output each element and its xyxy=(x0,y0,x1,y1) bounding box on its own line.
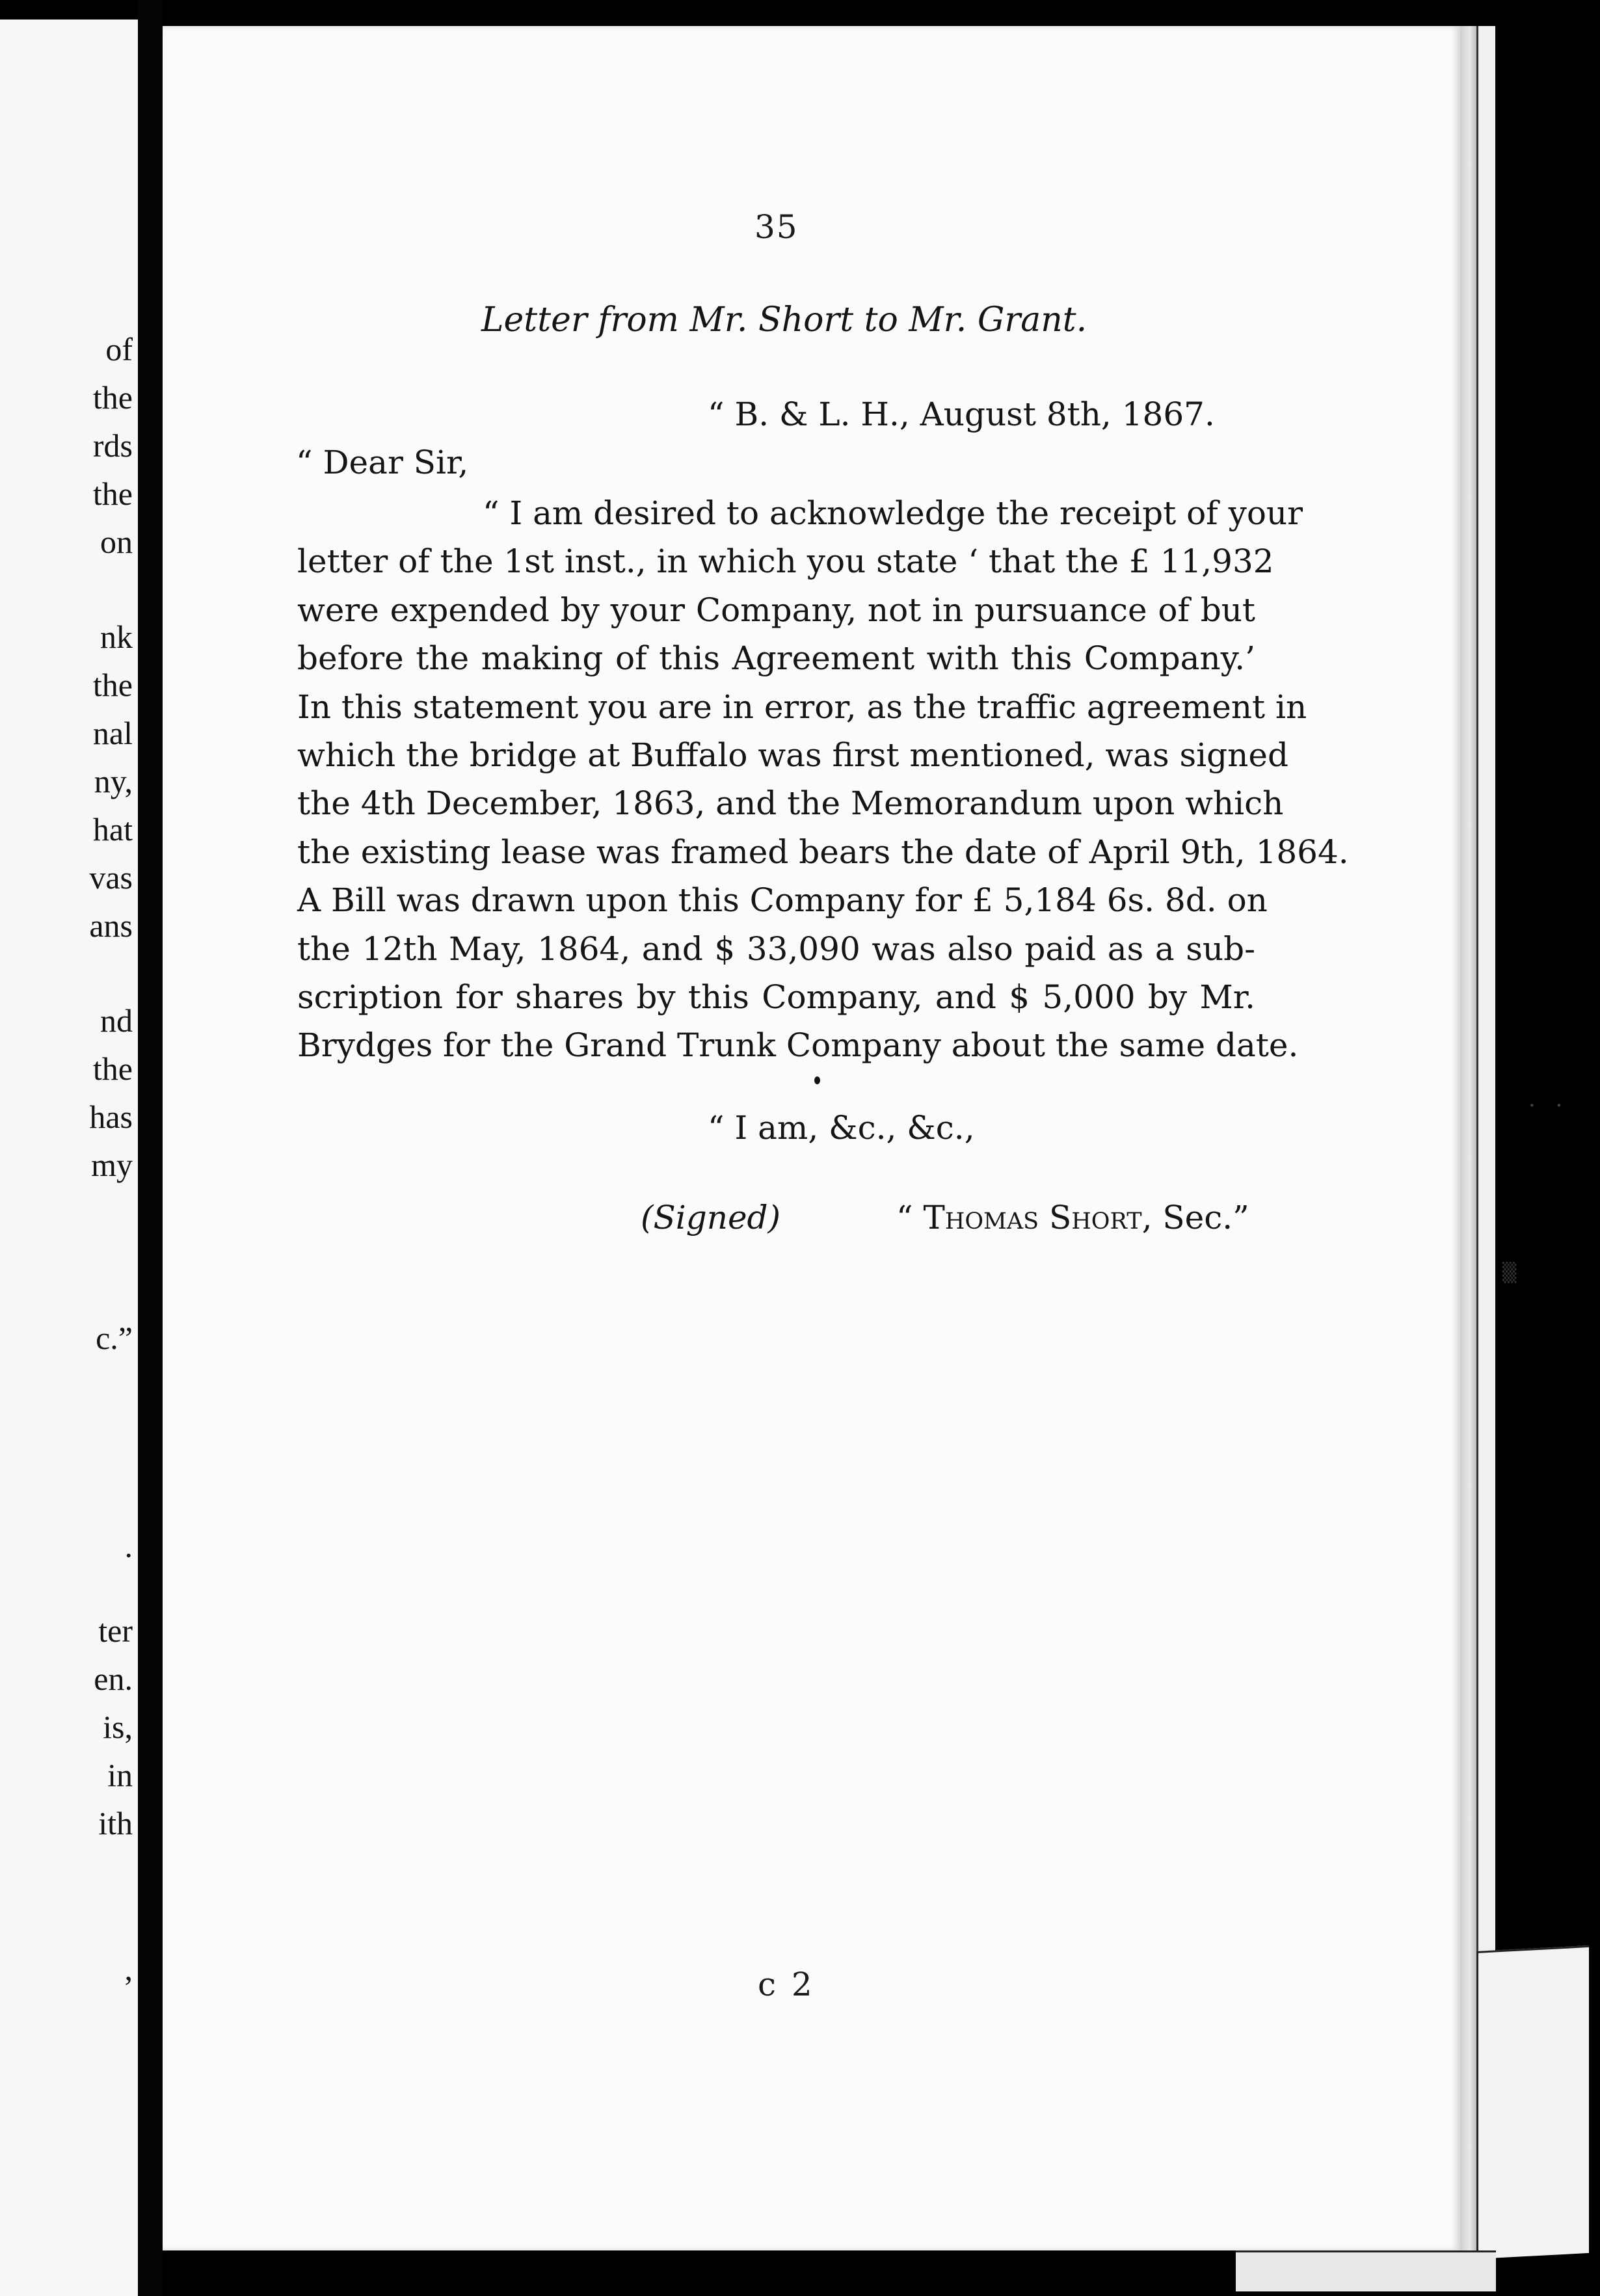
left-fragment: in xyxy=(107,1757,133,1793)
signature-mark: c 2 xyxy=(758,1966,815,2003)
facing-page-left xyxy=(0,20,138,2296)
letter-dateline: “ B. & L. H., August 8th, 1867. xyxy=(708,395,1215,433)
body-line: were expended by your Company, not in pursuance of but xyxy=(297,591,1255,629)
body-line: the existing lease was framed bears the date of April 9th, 1864. xyxy=(297,833,1349,871)
left-fragment: the xyxy=(92,475,133,512)
letter-salutation: “ Dear Sir, xyxy=(296,444,469,481)
letter-title: Letter from Mr. Short to Mr. Grant. xyxy=(481,300,1087,340)
left-fragment: c.” xyxy=(96,1320,133,1356)
book-gutter xyxy=(138,0,163,2296)
left-fragment: of xyxy=(105,331,133,367)
body-line: A Bill was drawn upon this Company for £ 5,184 6s. 8d. on xyxy=(297,881,1268,920)
left-fragment: on xyxy=(100,524,133,560)
body-line: letter of the 1st inst., in which you state ‘ that the £ 11,932 xyxy=(297,542,1274,581)
left-fragment: nk xyxy=(100,619,133,655)
left-fragment: the xyxy=(92,379,133,416)
page-edge-fold xyxy=(1476,1945,1589,2259)
page-edge-strip xyxy=(1476,26,1495,2250)
signature-title: , Sec.” xyxy=(1141,1199,1249,1236)
body-line: before the making of this Agreement with this Company.’ xyxy=(297,639,1255,678)
left-fragment: nd xyxy=(100,1002,133,1039)
letter-body xyxy=(297,489,1349,1070)
left-fragment: nal xyxy=(92,715,133,751)
left-fragment: ter xyxy=(98,1612,133,1649)
body-line: In this statement you are in error, as the traffic agreement in xyxy=(297,687,1307,726)
left-fragment: is, xyxy=(103,1709,133,1745)
page-number: 35 xyxy=(754,208,799,246)
left-fragment: my xyxy=(91,1147,133,1183)
body-line: “ I am desired to acknowledge the receipt of your xyxy=(483,494,1303,532)
body-line: which the bridge at Buffalo was first mentioned, was signed xyxy=(297,736,1288,775)
body-line: scription for shares by this Company, and $ 5,000 by Mr. xyxy=(297,978,1255,1017)
body-line: the 4th December, 1863, and the Memorandum upon which xyxy=(297,784,1284,823)
left-fragment: en. xyxy=(94,1661,133,1697)
signature-quote: “ xyxy=(896,1199,924,1236)
stray-ink-dot xyxy=(814,1076,820,1084)
left-fragment: the xyxy=(92,1050,133,1087)
body-line: the 12th May, 1864, and $ 33,090 was also paid as a sub- xyxy=(297,929,1255,968)
page-edge-bottom xyxy=(1236,2250,1496,2291)
left-fragment: vas xyxy=(89,859,133,896)
page-edge-shadow xyxy=(1460,26,1476,2257)
left-fragment: the xyxy=(92,667,133,703)
body-line: Brydges for the Grand Trunk Company about the same date. xyxy=(297,1026,1299,1065)
edge-speck-mark: · · xyxy=(1528,1093,1569,1119)
left-fragment: ith xyxy=(98,1805,133,1841)
signed-label: (Signed) xyxy=(641,1199,781,1236)
left-fragment: rds xyxy=(92,427,133,464)
edge-smudge-mark: ▒ xyxy=(1502,1262,1517,1283)
left-fragment: ans xyxy=(89,907,133,944)
left-fragment: ny, xyxy=(94,763,133,799)
left-fragment: . xyxy=(124,1528,133,1564)
left-fragment: , xyxy=(124,1951,133,1987)
signature-name: Thomas Short xyxy=(923,1199,1142,1236)
signature xyxy=(896,1199,1249,1236)
letter-closing: “ I am, &c., &c., xyxy=(708,1109,975,1147)
left-fragment: hat xyxy=(92,811,133,848)
left-fragment: has xyxy=(89,1099,133,1135)
